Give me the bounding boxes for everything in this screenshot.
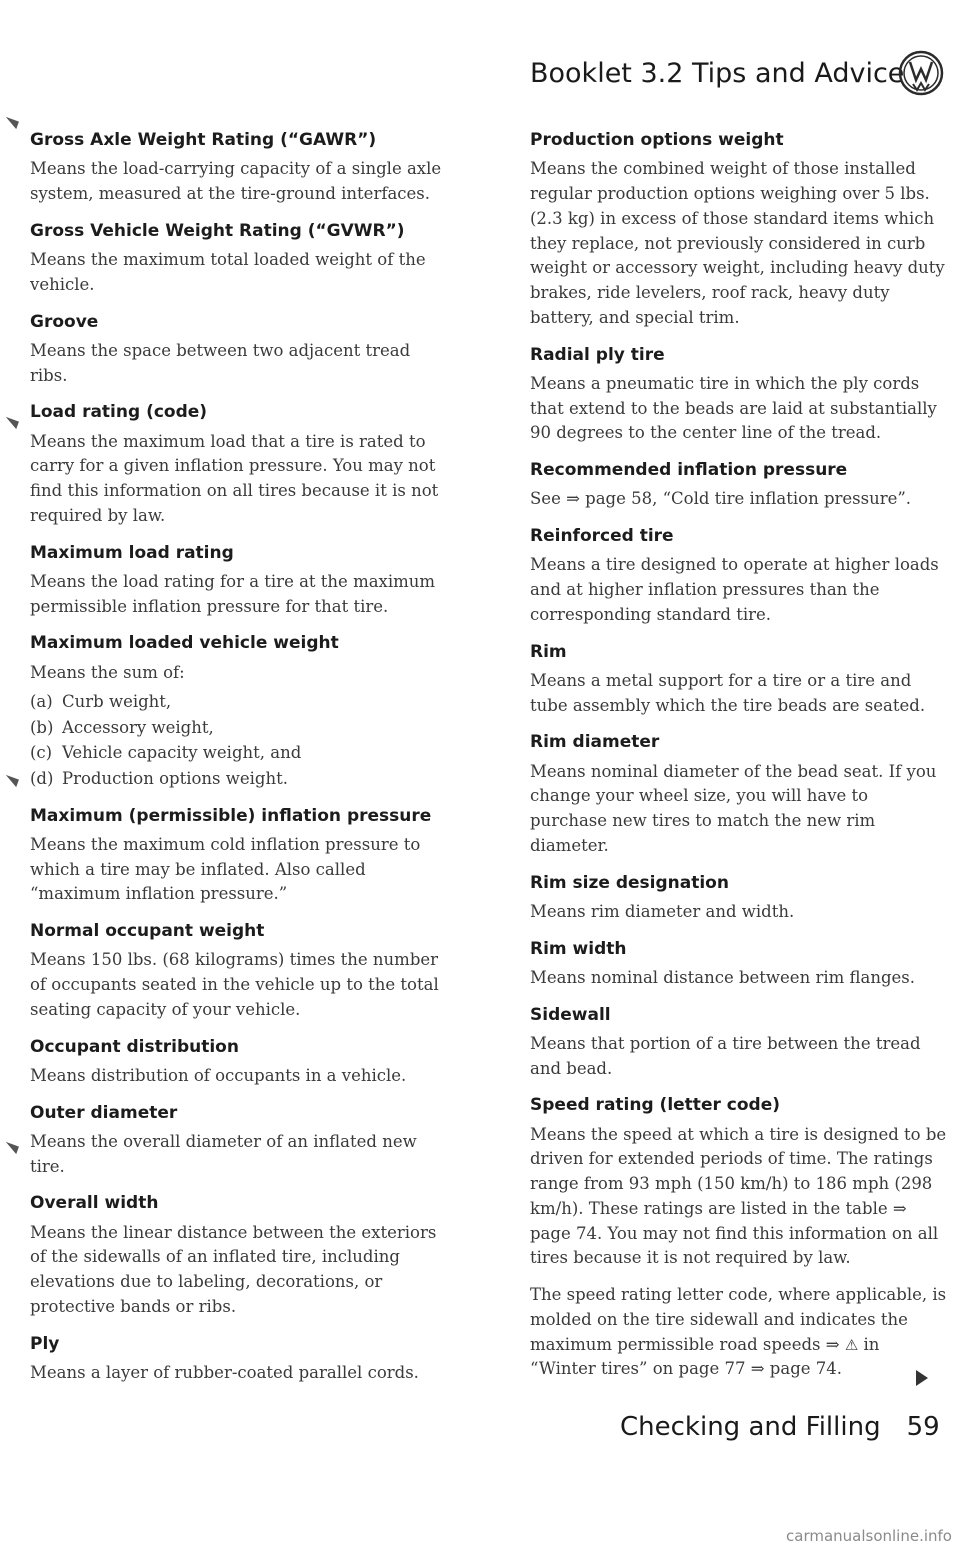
glossary-entry xyxy=(530,642,950,719)
term-heading: Rim size designation xyxy=(530,872,729,893)
term-definition: Means a metal support for a tire or a tire and tube assembly which the tire beads are seated. xyxy=(530,670,926,715)
glossary-entry xyxy=(530,1005,950,1082)
list-marker: (c) xyxy=(30,743,53,763)
list-marker: (d) xyxy=(30,768,54,788)
list-text: Production options weight. xyxy=(62,768,288,788)
term-definition: Means a layer of rubber-coated parallel cords. xyxy=(30,1362,419,1382)
term-heading: Maximum (permissible) inflation pressure xyxy=(30,805,432,826)
list-item xyxy=(30,740,450,766)
note-text: in “Winter tires” on page 77 ⇒ page 74. xyxy=(530,1334,880,1379)
term-definition: Means the overall diameter of an inflated new tire. xyxy=(30,1131,417,1176)
list-text: Curb weight, xyxy=(62,692,172,712)
right-column xyxy=(530,130,950,1396)
term-definition: Means the combined weight of those installed regular production options weighing over 5 lbs. (2.3 kg) in excess of those standard items which they replace, not previously considered in curb weight or accessory weight, including heavy duty brakes, ride levelers, roof rack, heavy duty battery, and special trim. xyxy=(530,159,945,327)
glossary-entry xyxy=(530,1095,950,1382)
glossary-entry xyxy=(530,130,950,331)
page-header xyxy=(530,48,950,108)
list-marker: (b) xyxy=(30,717,54,737)
term-definition: Means nominal diameter of the bead seat. If you change your wheel size, you will have to purchase new tires to match the new rim diameter. xyxy=(530,761,937,855)
margin-marker xyxy=(4,425,22,427)
sum-list xyxy=(30,689,450,791)
term-definition: Means a tire designed to operate at higher loads and at higher inflation pressures than the corresponding standard tire. xyxy=(530,555,939,624)
list-item xyxy=(30,689,450,715)
term-definition: Means the maximum total loaded weight of the vehicle. xyxy=(30,250,426,294)
term-definition: Means the sum of: xyxy=(30,662,185,682)
term-definition: Means nominal distance between rim flanges. xyxy=(530,967,916,987)
term-heading: Speed rating (letter code) xyxy=(530,1095,780,1116)
term-definition: Means a pneumatic tire in which the ply cords that extend to the beads are laid at substantially 90 degrees to the center line of the tread. xyxy=(530,373,937,443)
glossary-entry xyxy=(30,221,450,298)
left-column xyxy=(30,130,450,1400)
term-heading: Rim width xyxy=(530,938,627,959)
glossary-entry xyxy=(30,1334,450,1386)
page-footer xyxy=(620,1412,940,1442)
glossary-entry xyxy=(30,806,450,908)
term-heading: Radial ply tire xyxy=(530,344,665,365)
warning-icon: ⚠ xyxy=(844,1335,859,1354)
term-heading: Load rating (code) xyxy=(30,402,208,423)
term-heading: Rim diameter xyxy=(530,732,660,753)
margin-marker xyxy=(4,1150,22,1152)
glossary-entry xyxy=(30,130,450,207)
term-heading: Ply xyxy=(30,1333,60,1354)
margin-marker xyxy=(4,125,22,127)
term-definition: Means the space between two adjacent tread ribs. xyxy=(30,340,411,385)
speed-rating-note xyxy=(530,1283,950,1382)
term-definition: Means the load rating for a tire at the maximum permissible inflation pressure for that tire. xyxy=(30,571,436,616)
glossary-entry xyxy=(30,543,450,620)
glossary-entry xyxy=(530,873,950,925)
term-heading: Maximum load rating xyxy=(30,542,234,563)
term-definition: Means 150 lbs. (68 kilograms) times the number of occupants seated in the vehicle up to the total seating capacity of your vehicle. xyxy=(30,950,439,1019)
list-marker: (a) xyxy=(30,692,53,712)
term-heading: Recommended inflation pressure xyxy=(530,460,848,480)
glossary-entry xyxy=(530,460,950,512)
footer-section: Checking and Filling xyxy=(620,1412,881,1442)
term-definition: Means that portion of a tire between the tread and bead. xyxy=(530,1033,921,1078)
page-number: 59 xyxy=(906,1412,940,1442)
term-heading: Gross Vehicle Weight Rating (“GVWR”) xyxy=(30,220,405,241)
list-text: Vehicle capacity weight, and xyxy=(62,743,302,763)
term-definition: Means the linear distance between the exteriors of the sidewalls of an inflated tire, including elevations due to labeling, decorations, or protective bands or ribs. xyxy=(30,1222,437,1316)
watermark: carmanualsonline.info xyxy=(786,1527,952,1545)
glossary-entry xyxy=(30,402,450,528)
term-heading: Maximum loaded vehicle weight xyxy=(30,633,339,654)
note-text: The speed rating letter code, where applicable, is molded on the tire sidewall and indicates the maximum permissible road speeds ⇒ xyxy=(530,1285,947,1354)
term-heading: Overall width xyxy=(30,1193,159,1214)
list-text: Accessory weight, xyxy=(62,717,214,737)
glossary-entry xyxy=(30,312,450,389)
term-heading: Occupant distribution xyxy=(30,1036,239,1057)
glossary-entry xyxy=(530,732,950,858)
glossary-entry xyxy=(530,526,950,628)
term-definition: Means the maximum cold inflation pressure to which a tire may be inflated. Also called “maximum inflation pressure.” xyxy=(30,834,421,904)
term-heading: Production options weight xyxy=(530,130,784,150)
term-heading: Groove xyxy=(30,311,99,332)
list-item xyxy=(30,715,450,741)
glossary-entry xyxy=(30,1037,450,1089)
next-page-arrow-icon xyxy=(916,1370,928,1386)
glossary-entry xyxy=(30,1193,450,1319)
header-title: Booklet 3.2 Tips and Advice xyxy=(530,58,905,89)
term-heading: Normal occupant weight xyxy=(30,921,265,941)
term-heading: Rim xyxy=(530,641,567,662)
term-definition: Means the load-carrying capacity of a single axle system, measured at the tire-ground interfaces. xyxy=(30,159,442,203)
term-definition: Means the speed at which a tire is designed to be driven for extended periods of time. The ratings range from 93 mph (150 km/h) to 186 mph (298 km/h). These ratings are listed in the table ⇒ page 74. You may not find this information on all tires because it is not required by law. xyxy=(530,1124,947,1268)
term-definition: Means the maximum load that a tire is rated to carry for a given inflation pressure. You may not find this information on all tires because it is not required by law. xyxy=(30,431,439,525)
term-heading: Sidewall xyxy=(530,1004,611,1025)
list-item xyxy=(30,766,450,792)
term-definition: Means rim diameter and width. xyxy=(530,901,795,921)
glossary-entry xyxy=(530,345,950,447)
glossary-entry xyxy=(30,921,450,1023)
glossary-entry xyxy=(30,1103,450,1180)
term-heading: Outer diameter xyxy=(30,1102,178,1123)
term-definition: Means distribution of occupants in a vehicle. xyxy=(30,1065,407,1085)
margin-marker xyxy=(4,783,22,785)
term-heading: Gross Axle Weight Rating (“GAWR”) xyxy=(30,130,377,150)
vw-logo-icon xyxy=(898,50,944,96)
glossary-entry xyxy=(30,633,450,791)
glossary-entry xyxy=(530,939,950,991)
term-definition: See ⇒ page 58, “Cold tire inflation pressure”. xyxy=(530,489,912,509)
term-heading: Reinforced tire xyxy=(530,526,674,546)
